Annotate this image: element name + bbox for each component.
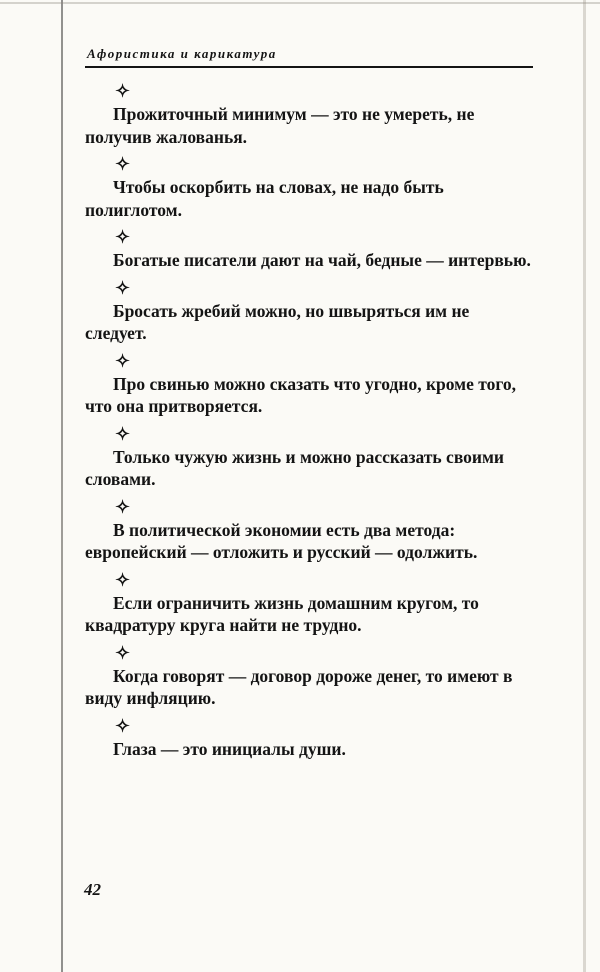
aphorism-block (85, 279, 533, 345)
header-rule (85, 66, 533, 68)
aphorism-block (85, 571, 533, 637)
aphorism-text: Богатые писатели дают на чай, бедные — интервью. (113, 250, 531, 270)
aphorism-block (85, 352, 533, 418)
four-pointed-star-ornament: ✧ (115, 81, 131, 101)
scan-edge-top (0, 2, 600, 4)
aphorism-text: Только чужую жизнь и можно рассказать своими словами. (85, 446, 504, 489)
aphorism-text: Если ограничить жизнь домашним кругом, то квадратуру круга найти не трудно. (85, 592, 479, 635)
running-header: Афористика и карикатура (87, 46, 277, 61)
aphorism-block (85, 498, 533, 564)
aphorism-block (85, 82, 533, 148)
aphorism-block (85, 717, 533, 761)
four-pointed-star-ornament: ✧ (115, 350, 131, 371)
aphorism-list (85, 82, 533, 760)
aphorism-block (85, 644, 533, 710)
aphorism-text: Про свинью можно сказать что угодно, кроме того, что она притворяется. (85, 373, 516, 416)
four-pointed-star-ornament: ✧ (115, 642, 131, 663)
four-pointed-star-ornament: ✧ (115, 496, 131, 517)
page-number: 42 (84, 880, 101, 899)
four-pointed-star-ornament: ✧ (115, 569, 131, 590)
aphorism-text: Прожиточный минимум — это не умереть, не получив жалованья. (85, 104, 475, 147)
scan-edge-left (61, 0, 63, 972)
aphorism-text: Когда говорят — договор дороже денег, то имеют в виду инфляцию. (85, 665, 513, 708)
four-pointed-star-ornament: ✧ (115, 277, 131, 298)
scan-edge-right (583, 0, 586, 972)
aphorism-text: Чтобы оскорбить на словах, не надо быть полиглотом. (85, 177, 444, 220)
aphorism-block (85, 425, 533, 491)
four-pointed-star-ornament: ✧ (115, 715, 131, 736)
aphorism-block (85, 228, 533, 272)
page-content (85, 46, 533, 767)
four-pointed-star-ornament: ✧ (115, 423, 131, 444)
aphorism-text: Бросать жребий можно, но швыряться им не следует. (85, 300, 470, 343)
four-pointed-star-ornament: ✧ (115, 154, 131, 174)
four-pointed-star-ornament: ✧ (115, 227, 131, 247)
aphorism-text: Глаза — это инициалы души. (113, 738, 346, 759)
aphorism-block (85, 155, 533, 221)
aphorism-text: В политической экономии есть два метода: европейский — отложить и русский — одолжить. (85, 519, 478, 562)
